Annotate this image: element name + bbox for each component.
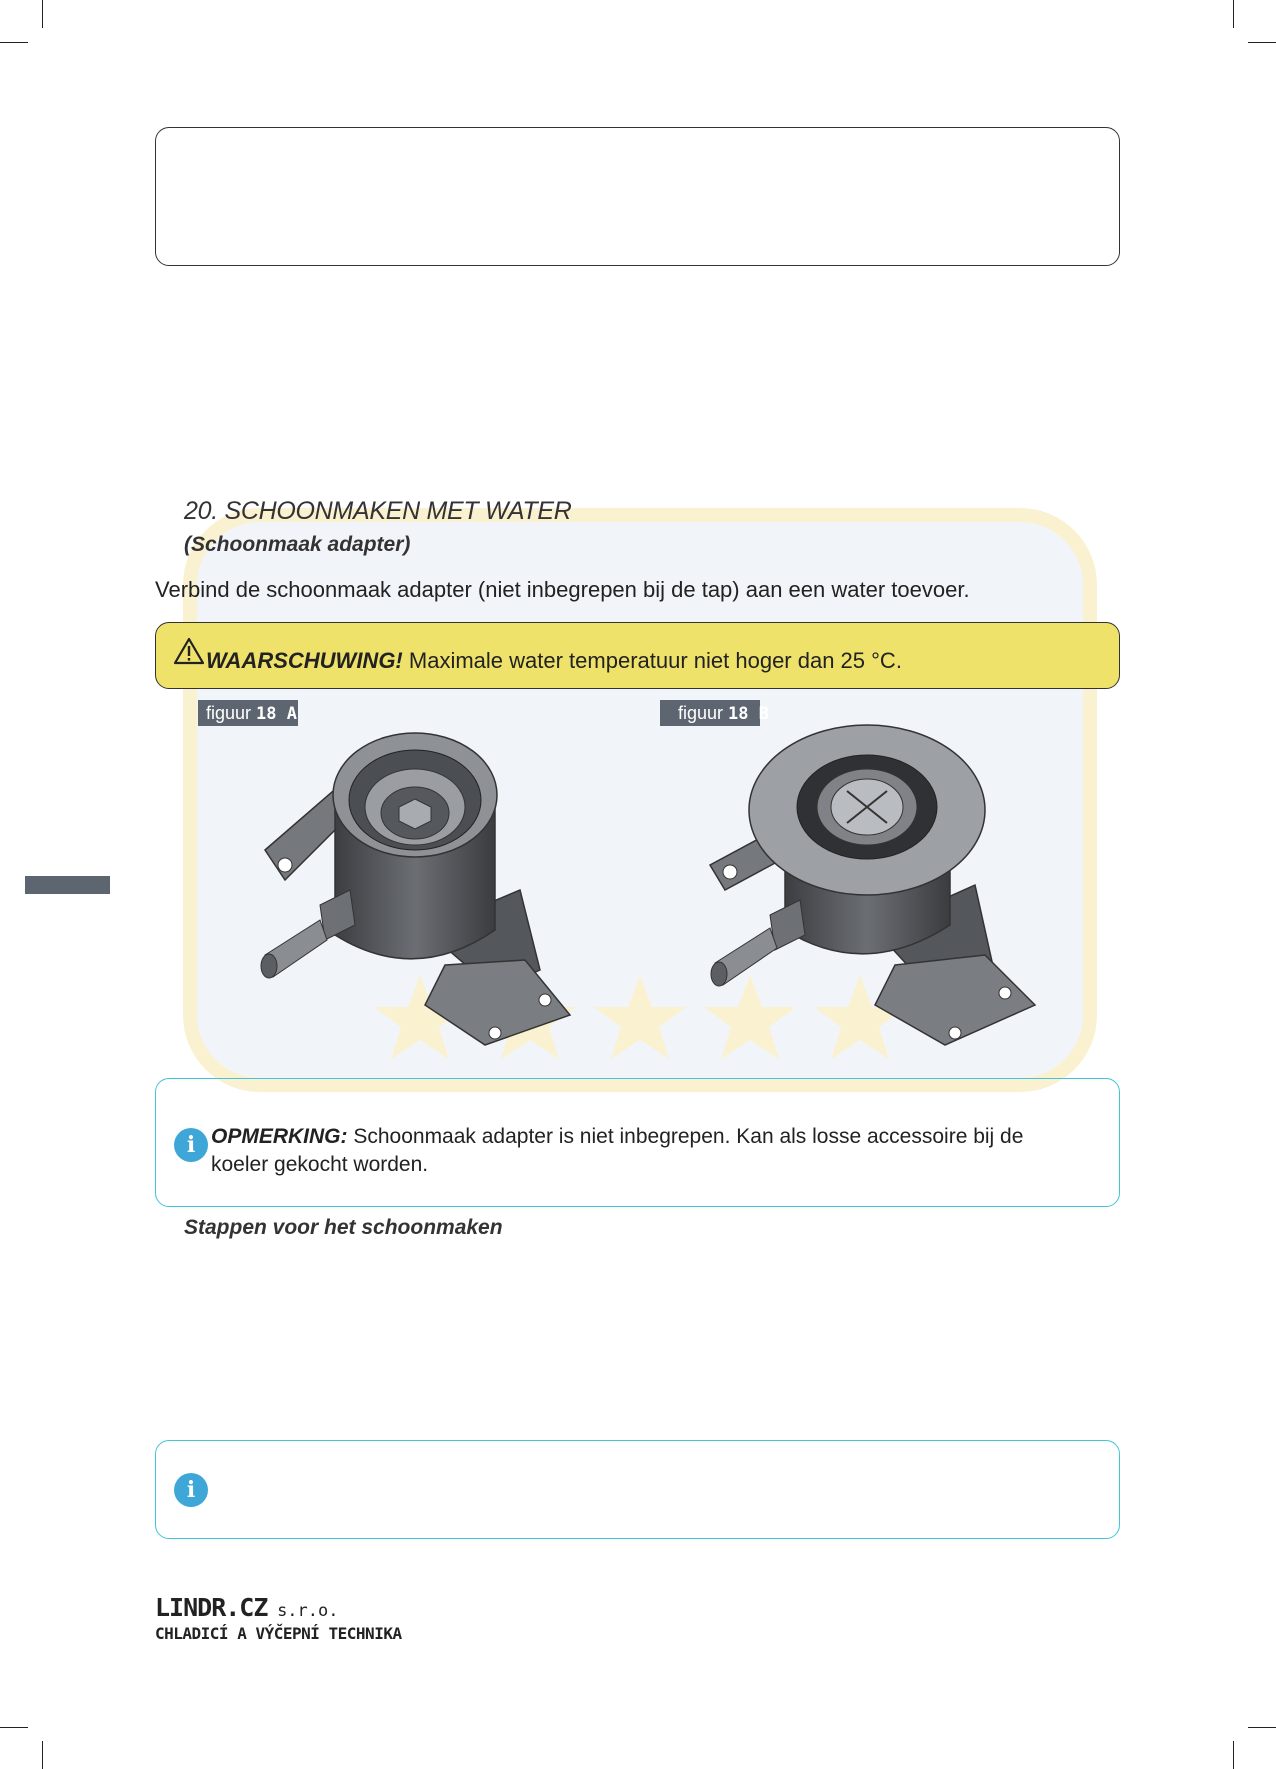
note-label: OPMERKING: [211, 1125, 348, 1148]
adapter-figure-18b [705, 715, 1045, 1055]
note-text [211, 1123, 1061, 1179]
warning-triangle-icon [173, 637, 205, 665]
crop-mark [42, 0, 43, 28]
empty-frame [155, 127, 1120, 266]
crop-mark [1248, 42, 1276, 43]
warning-label: WAARSCHUWING! [206, 648, 403, 673]
info-icon: i [174, 1128, 208, 1162]
warning-box [155, 622, 1120, 689]
crop-mark [1233, 0, 1234, 28]
section-subtitle: (Schoonmaak adapter) [184, 533, 411, 556]
note-box [155, 1078, 1120, 1207]
info-box [155, 1440, 1120, 1539]
figure-label-18a: figuur 18 A [198, 700, 298, 726]
intro-text: Verbind de schoonmaak adapter (niet inbegrepen bij de tap) aan een water toevoer. [155, 577, 970, 602]
warning-message: Maximale water temperatuur niet hoger dan 25 °C. [408, 648, 902, 673]
crop-mark [0, 1727, 28, 1728]
company-logo [155, 1593, 402, 1643]
figure-label-18b: figuur 18 B [660, 700, 760, 726]
company-suffix: s.r.o. [277, 1601, 339, 1621]
section-title: 20. SCHOONMAKEN MET WATER [184, 497, 572, 525]
warning-text [206, 648, 902, 674]
note-message: Schoonmaak adapter is niet inbegrepen. Kan als losse accessoire bij de koeler gekocht worden. [211, 1125, 1024, 1176]
crop-mark [1248, 1727, 1276, 1728]
crop-mark [1233, 1741, 1234, 1769]
info-icon: i [174, 1473, 208, 1507]
company-name: LINDR.CZ [155, 1593, 268, 1622]
adapter-figure-18a [255, 715, 595, 1055]
crop-mark [0, 42, 28, 43]
crop-mark [42, 1741, 43, 1769]
side-tab [25, 876, 110, 894]
steps-heading: Stappen voor het schoonmaken [184, 1216, 503, 1239]
company-tagline: CHLADICÍ A VÝČEPNÍ TECHNIKA [155, 1624, 402, 1643]
